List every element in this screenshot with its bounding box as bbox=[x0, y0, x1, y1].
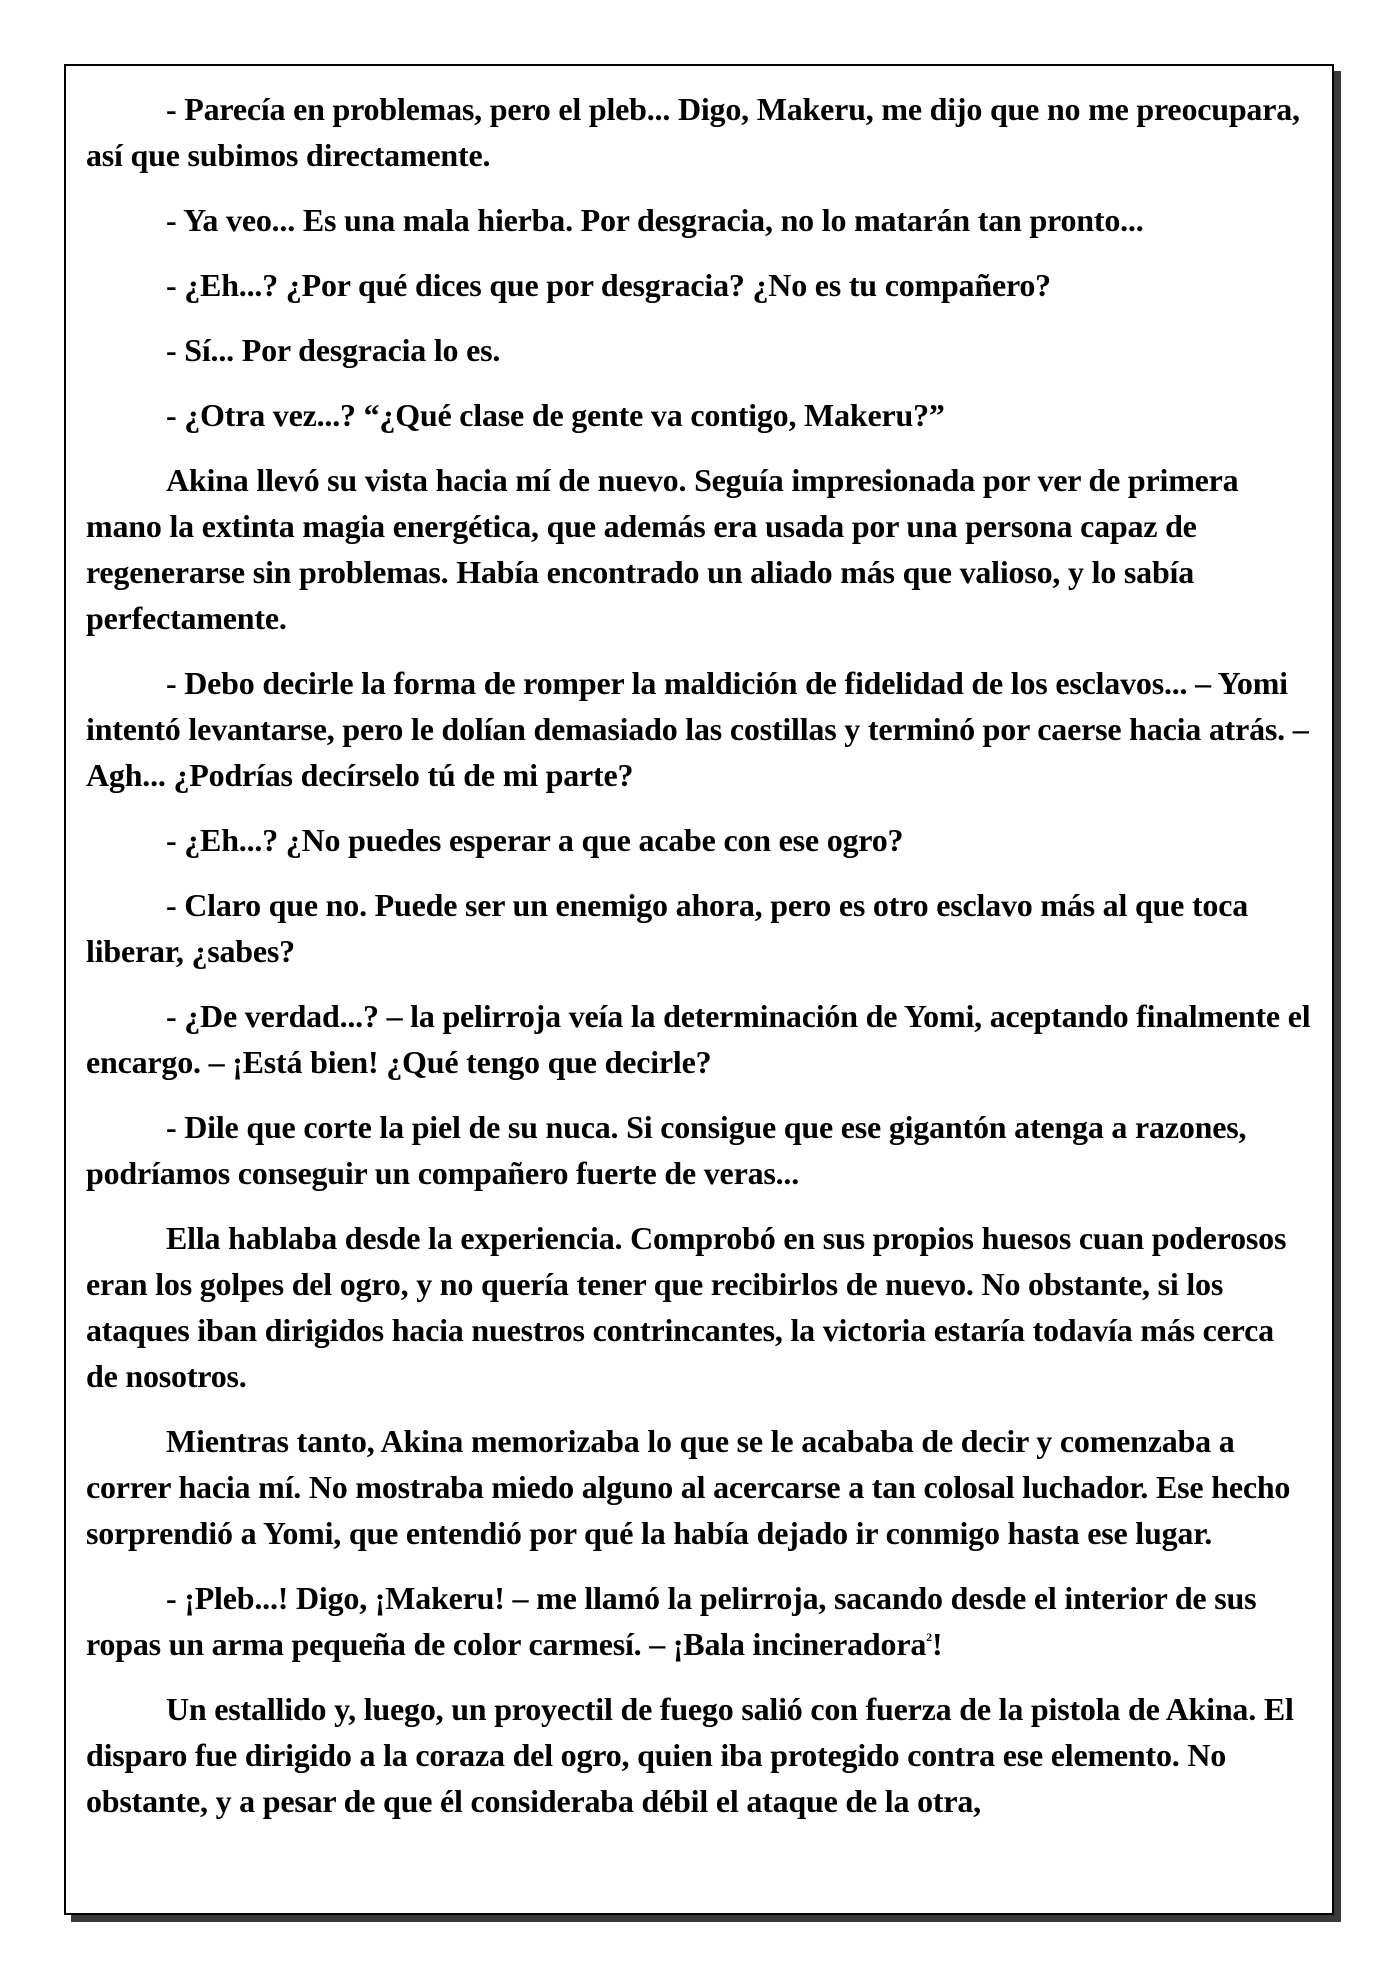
paragraph: - Debo decirle la forma de romper la maldición de fidelidad de los esclavos... – Yomi intentó levantarse, pero le dolían demasiado las costillas y terminó por caerse hacia atrás. – Agh... ¿Podrías decírselo tú de mi parte? bbox=[86, 665, 1309, 793]
paragraph: Mientras tanto, Akina memorizaba lo que se le acababa de decir y comenzaba a correr hacia mí. No mostraba miedo alguno al acercarse a tan colosal luchador. Ese hecho sorprendió a Yomi, que entendió por qué la había dejado ir conmigo hasta ese lugar. bbox=[86, 1423, 1291, 1551]
paragraph: - Ya veo... Es una mala hierba. Por desgracia, no lo matarán tan pronto... bbox=[166, 202, 1144, 238]
paragraph: Ella hablaba desde la experiencia. Comprobó en sus propios huesos cuan poderosos eran los golpes del ogro, y no quería tener que recibirlos de nuevo. No obstante, si los ataques iban dirigidos hacia nuestros contrincantes, la victoria estaría todavía más cerca de nosotros. bbox=[86, 1220, 1287, 1394]
paragraph: - Claro que no. Puede ser un enemigo ahora, pero es otro esclavo más al que toca liberar, ¿sabes? bbox=[86, 887, 1249, 969]
paragraph: - ¿Otra vez...? “¿Qué clase de gente va contigo, Makeru?” bbox=[166, 397, 945, 433]
page-frame bbox=[64, 64, 1334, 1915]
paragraph-text-end: ! bbox=[931, 1626, 943, 1662]
paragraph: Akina llevó su vista hacia mí de nuevo. Seguía impresionada por ver de primera mano la extinta magia energética, que además era usada por una persona capaz de regenerarse sin problemas. Había encontrado un aliado más que valioso, y lo sabía perfectamente. bbox=[86, 462, 1239, 636]
paragraph: - ¿Eh...? ¿No puedes esperar a que acabe con ese ogro? bbox=[166, 822, 904, 858]
paragraph: - Sí... Por desgracia lo es. bbox=[166, 332, 501, 368]
paragraph-text: - ¡Pleb...! Digo, ¡Makeru! – me llamó la pelirroja, sacando desde el interior de sus ropas un arma pequeña de color carmesí. – ¡Bala incineradora bbox=[86, 1580, 1257, 1662]
paragraph: - ¿De verdad...? – la pelirroja veía la determinación de Yomi, aceptando finalmente el encargo. – ¡Está bien! ¿Qué tengo que decirle? bbox=[86, 998, 1311, 1080]
footnote-marker[interactable]: 2 bbox=[926, 1630, 932, 1644]
paragraph: Un estallido y, luego, un proyectil de fuego salió con fuerza de la pistola de Akina. El disparo fue dirigido a la coraza del ogro, quien iba protegido contra ese elemento. No obstante, y a pesar de que él consideraba débil el ataque de la otra, bbox=[86, 1691, 1294, 1819]
page-text bbox=[86, 86, 1312, 1843]
paragraph: - Parecía en problemas, pero el pleb... Digo, Makeru, me dijo que no me preocupara, así que subimos directamente. bbox=[86, 91, 1300, 173]
paragraph: - ¿Eh...? ¿Por qué dices que por desgracia? ¿No es tu compañero? bbox=[166, 267, 1051, 303]
paragraph: - Dile que corte la piel de su nuca. Si consigue que ese gigantón atenga a razones, podríamos conseguir un compañero fuerte de veras... bbox=[86, 1109, 1247, 1191]
paragraph-with-footnote bbox=[86, 1575, 1312, 1667]
